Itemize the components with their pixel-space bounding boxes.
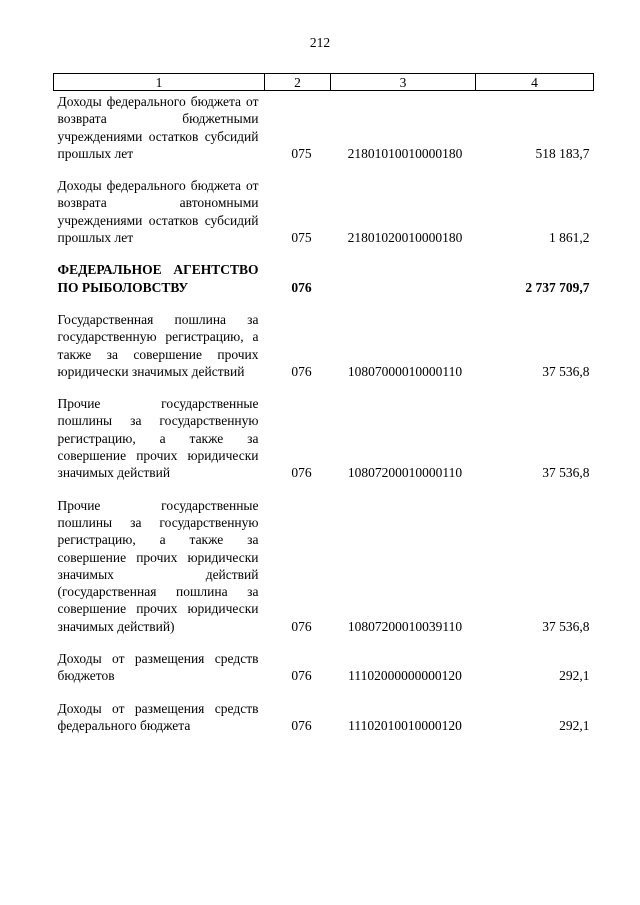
column-header-4: 4 — [476, 74, 594, 91]
income-name: Прочие государственные пошлины за государственную регистрацию, а также за совершение прочих юридически значимых действий — [57, 396, 259, 481]
budget-table — [53, 73, 594, 749]
budget-classification-code: 21801020010000180 — [347, 230, 463, 246]
income-name: Прочие государственные пошлины за государственную регистрацию, а также за совершение прочих юридически значимых действий (государственная пошлина за совершение прочих юридически значимых действий) — [57, 497, 259, 634]
table-row — [54, 650, 594, 700]
amount: 37 536,8 — [542, 618, 590, 634]
table-header-row — [54, 74, 594, 91]
amount: 518 183,7 — [535, 145, 590, 161]
admin-code: 076 — [291, 465, 312, 481]
table-row — [54, 395, 594, 496]
admin-code: 076 — [291, 717, 312, 733]
amount: 37 536,8 — [542, 363, 590, 379]
amount: 1 861,2 — [549, 230, 590, 246]
table-row — [54, 91, 594, 178]
income-name: Доходы от размещения средств федерального бюджета — [57, 700, 259, 733]
budget-classification-code — [331, 261, 476, 311]
income-name: Доходы федерального бюджета от возврата автономными учреждениями остатков субсидий прошлых лет — [57, 178, 259, 246]
admin-code: 076 — [291, 279, 312, 295]
table-row — [54, 311, 594, 395]
budget-classification-code: 10807200010000110 — [347, 465, 463, 481]
column-header-1: 1 — [54, 74, 265, 91]
amount: 292,1 — [559, 668, 590, 684]
amount: 37 536,8 — [542, 465, 590, 481]
budget-classification-code: 10807200010039110 — [347, 618, 463, 634]
admin-code: 076 — [291, 618, 312, 634]
page-number: 212 — [309, 35, 331, 50]
admin-code: 076 — [291, 363, 312, 379]
column-header-3: 3 — [331, 74, 476, 91]
table-row — [54, 177, 594, 261]
budget-classification-code: 10807000010000110 — [347, 363, 463, 379]
table-row — [54, 700, 594, 750]
agency-total-amount: 2 737 709,7 — [525, 279, 590, 295]
budget-classification-code: 11102000000000120 — [348, 668, 462, 684]
admin-code: 075 — [291, 145, 312, 161]
budget-classification-code: 21801010010000180 — [347, 145, 463, 161]
budget-classification-code: 11102010010000120 — [348, 717, 462, 733]
income-name: Государственная пошлина за государственную регистрацию, а также за совершение прочих юридически значимых действий — [57, 311, 259, 379]
admin-code: 075 — [291, 230, 312, 246]
table-row — [54, 497, 594, 650]
table-row-agency — [54, 261, 594, 311]
income-name: Доходы от размещения средств бюджетов — [57, 651, 259, 684]
income-name: Доходы федерального бюджета от возврата бюджетными учреждениями остатков субсидий прошлых лет — [57, 94, 259, 161]
column-header-2: 2 — [265, 74, 331, 91]
agency-name: ФЕДЕРАЛЬНОЕ АГЕНТСТВО ПО РЫБОЛОВСТВУ — [57, 262, 259, 295]
amount: 292,1 — [559, 717, 590, 733]
admin-code: 076 — [291, 668, 312, 684]
